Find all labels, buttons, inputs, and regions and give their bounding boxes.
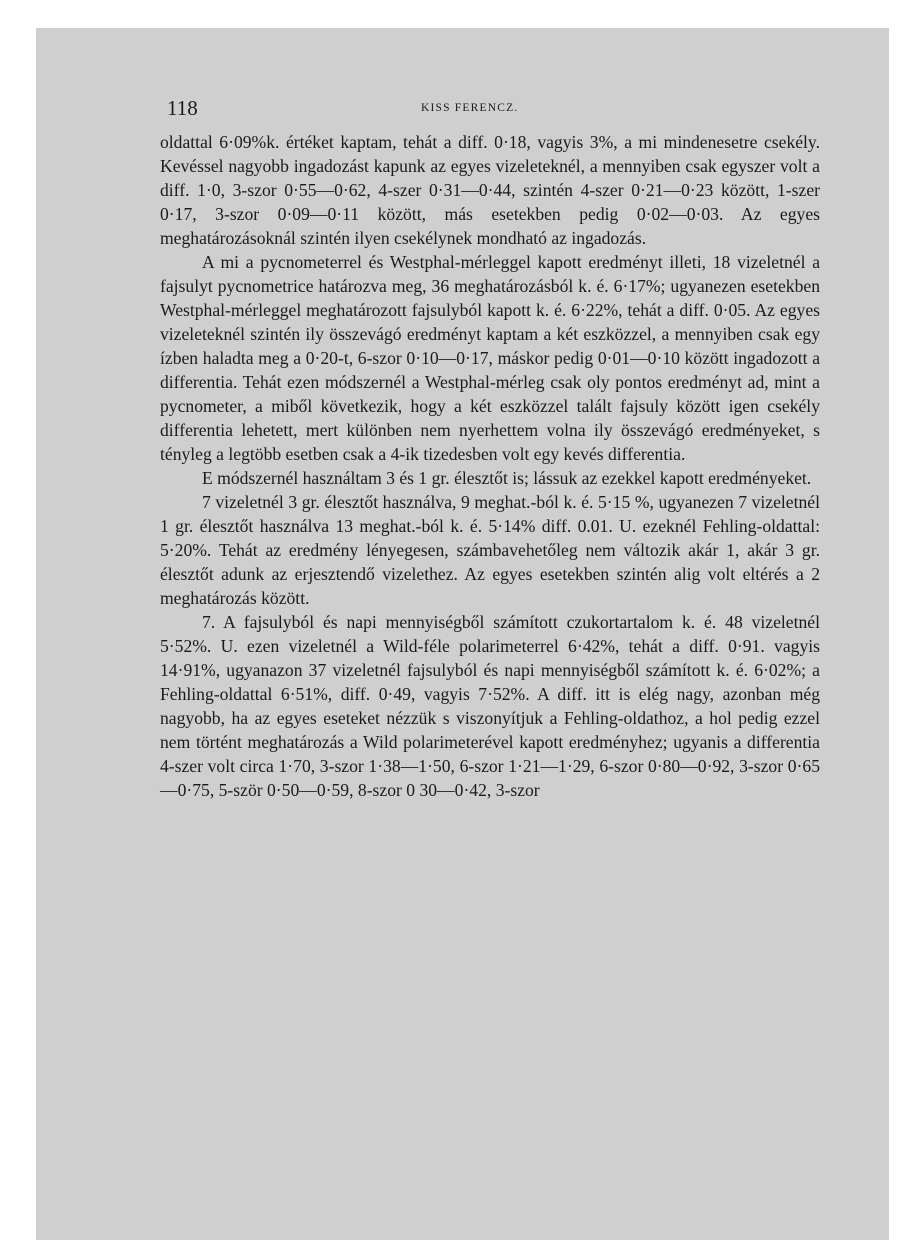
document-page <box>160 90 820 802</box>
running-header <box>160 90 820 130</box>
paragraph: 7. A fajsulyból és napi mennyiségből számított czukortartalom k. é. 48 vizeletnél 5·52%. U. ezen vizeletnél a Wild-féle polarimeterrel 6·42%, tehát a diff. 0·91. vagyis 14·91%, ugyanazon 37 vizeletnél fajsulyból és napi mennyiségből számított k. é. 6·02%; a Fehling-oldattal 6·51%, diff. 0·49, vagyis 7·52%. A diff. itt is elég nagy, azonban még nagyobb, ha az egyes eseteket nézzük s viszonyítjuk a Fehling-oldathoz, a hol pedig ezzel nem történt meghatározás a Wild polarimeterével kapott eredményhez; ugyanis a differentia 4-szer volt circa 1·70, 3-szor 1·38—1·50, 6-szor 1·21—1·29, 6-szor 0·80—0·92, 3-szor 0·65—0·75, 5-ször 0·50—0·59, 8-szor 0 30—0·42, 3-szor <box>160 612 820 800</box>
paragraph: oldattal 6·09%k. értéket kaptam, tehát a diff. 0·18, vagyis 3%, a mi mindenesetre csekély. Kevéssel nagyobb ingadozást kapunk az egyes vizeleteknél, a mennyiben csak egyszer volt a diff. 1·0, 3-szor 0·55—0·62, 4-szer 0·31—0·44, szintén 4-szer 0·21—0·23 között, 1-szer 0·17, 3-szor 0·09—0·11 között, más esetekben pedig 0·02—0·03. Az egyes meghatározásoknál szintén ilyen csekélynek mondható az ingadozás. <box>160 132 820 248</box>
paragraph: A mi a pycnometerrel és Westphal-mérleggel kapott eredményt illeti, 18 vizeletnél a fajsulyt pycnometrice határozva meg, 36 meghatározásból k. é. 6·17%; ugyanezen esetekben Westphal-mérleggel meghatározott fajsulyból kapott k. é. 6·22%, tehát a diff. 0·05. Az egyes vizeleteknél szintén ily összevágó eredményt kaptam a két eszközzel, a mennyiben csak egy ízben haladta meg a 0·20-t, 6-szor 0·10—0·17, máskor pedig 0·01—0·10 között ingadozott a differentia. Tehát ezen módszernél a Westphal-mérleg csak oly pontos eredményt ad, mint a pycnometer, a miből következik, hogy a két eszközzel talált fajsuly között igen csekély differentia lehetett, mert különben nem nyerhettem volna ily összevágó eredményeket, s tényleg a legtöbb esetben csak a 4-ik tizedesben volt egy kevés differentia. <box>160 252 820 464</box>
running-title: KISS FERENCZ. <box>421 102 519 114</box>
paragraph: 7 vizeletnél 3 gr. élesztőt használva, 9 meghat.-ból k. é. 5·15 %, ugyanezen 7 vizeletnél 1 gr. élesztőt használva 13 meghat.-ból k. é. 5·14% diff. 0.01. U. ezeknél Fehling-oldattal: 5·20%. Tehát az eredmény lényegesen, számbavehetőleg nem változik akár 1, akár 3 gr. élesztőt adunk az erjesztendő vizelethez. Az egyes esetekben szintén alig volt eltérés a 2 meghatározás között. <box>160 492 820 608</box>
body-text <box>160 130 820 802</box>
paragraph: E módszernél használtam 3 és 1 gr. élesztőt is; lássuk az ezekkel kapott eredményeket. <box>202 468 812 488</box>
page-number: 118 <box>167 96 198 120</box>
